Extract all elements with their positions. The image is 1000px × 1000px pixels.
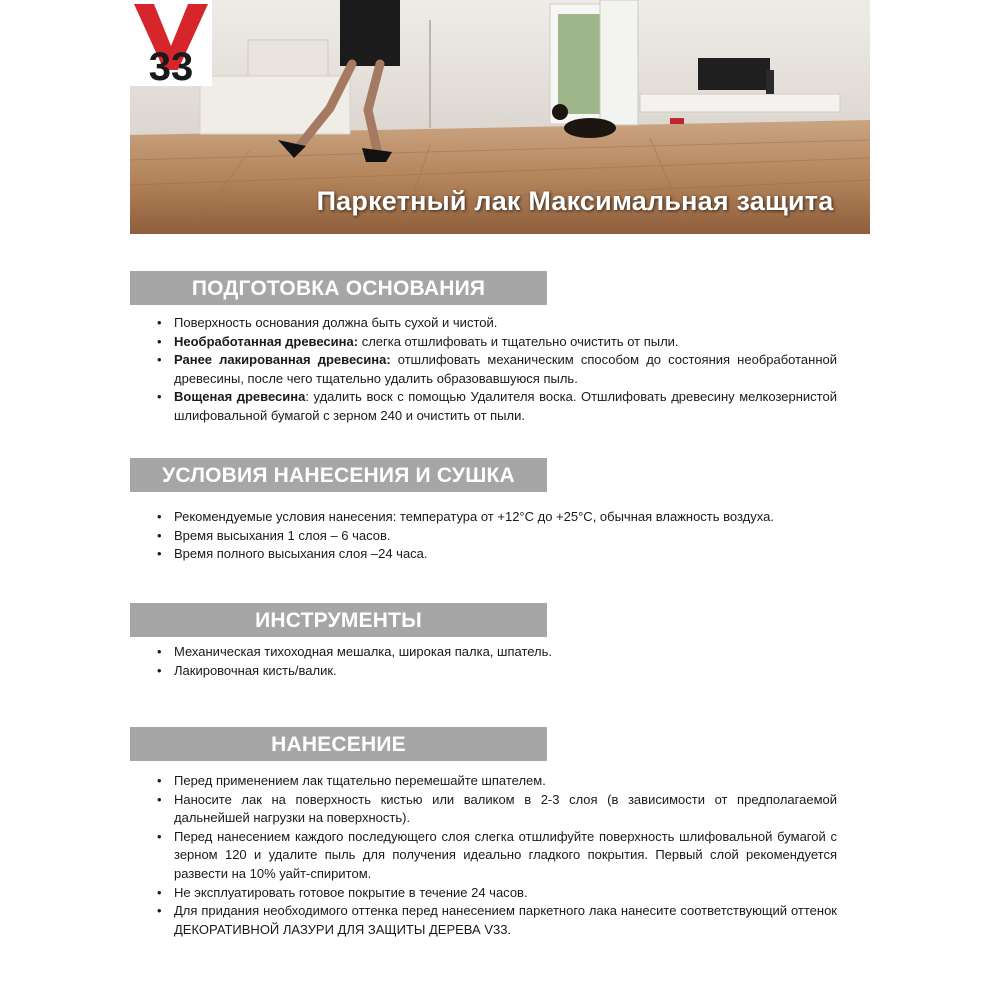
list-item: • Механическая тихоходная мешалка, широкая палка, шпатель. xyxy=(157,643,837,662)
list-item: • Ранее лакированная древесина: отшлифовать механическим способом до состояния необработанной древесины, после чего тщательно удалить образовавшуюся пыль. xyxy=(157,351,837,388)
list-item: • Перед применением лак тщательно перемешайте шпателем. xyxy=(157,772,837,791)
list-item: • Рекомендуемые условия нанесения: температура от +12°C до +25°C, обычная влажность воздуха. xyxy=(157,508,837,527)
list-item: • Наносите лак на поверхность кистью или валиком в 2-3 слоя (в зависимости от предполагаемой дальнейшей нагрузки на поверхность). xyxy=(157,791,837,828)
list-tools xyxy=(157,643,837,680)
section-header-tools: ИНСТРУМЕНТЫ xyxy=(130,603,547,637)
list-item: • Не эксплуатировать готовое покрытие в течение 24 часов. xyxy=(157,884,837,903)
hero-title: Паркетный лак Максимальная защита xyxy=(316,186,834,216)
section-header-conditions: УСЛОВИЯ НАНЕСЕНИЯ И СУШКА xyxy=(130,458,547,492)
list-item: • Лакировочная кисть/валик. xyxy=(157,662,837,681)
list-item: • Поверхность основания должна быть сухой и чистой. xyxy=(157,314,837,333)
list-conditions xyxy=(157,508,837,564)
list-application xyxy=(157,772,837,939)
list-item: • Перед нанесением каждого последующего слоя слегка отшлифуйте поверхность шлифовальной бумагой с зерном 120 и удалите пыль для получения идеально гладкого покрытия. Первый слой рекомендуется развести на 10% уайт-спиритом. xyxy=(157,828,837,884)
list-item: • Вощеная древесина: удалить воск с помощью Удалителя воска. Отшлифовать древесину мелкозернистой шлифовальной бумагой с зерном 240 и очистить от пыли. xyxy=(157,388,837,425)
list-item: • Время полного высыхания слоя –24 часа. xyxy=(157,545,837,564)
list-item: • Для придания необходимого оттенка перед нанесением паркетного лака нанесите соответствующий оттенок ДЕКОРАТИВНОЙ ЛАЗУРИ ДЛЯ ЗАЩИТЫ ДЕРЕВА V33. xyxy=(157,902,837,939)
section-header-application: НАНЕСЕНИЕ xyxy=(130,727,547,761)
section-header-preparation: ПОДГОТОВКА ОСНОВАНИЯ xyxy=(130,271,547,305)
v33-logo xyxy=(130,0,212,86)
list-preparation xyxy=(157,314,837,426)
list-item: • Время высыхания 1 слоя – 6 часов. xyxy=(157,527,837,546)
hero-banner xyxy=(130,0,870,234)
list-item: • Необработанная древесина: слегка отшлифовать и тщательно очистить от пыли. xyxy=(157,333,837,352)
svg-text:33: 33 xyxy=(148,45,194,86)
